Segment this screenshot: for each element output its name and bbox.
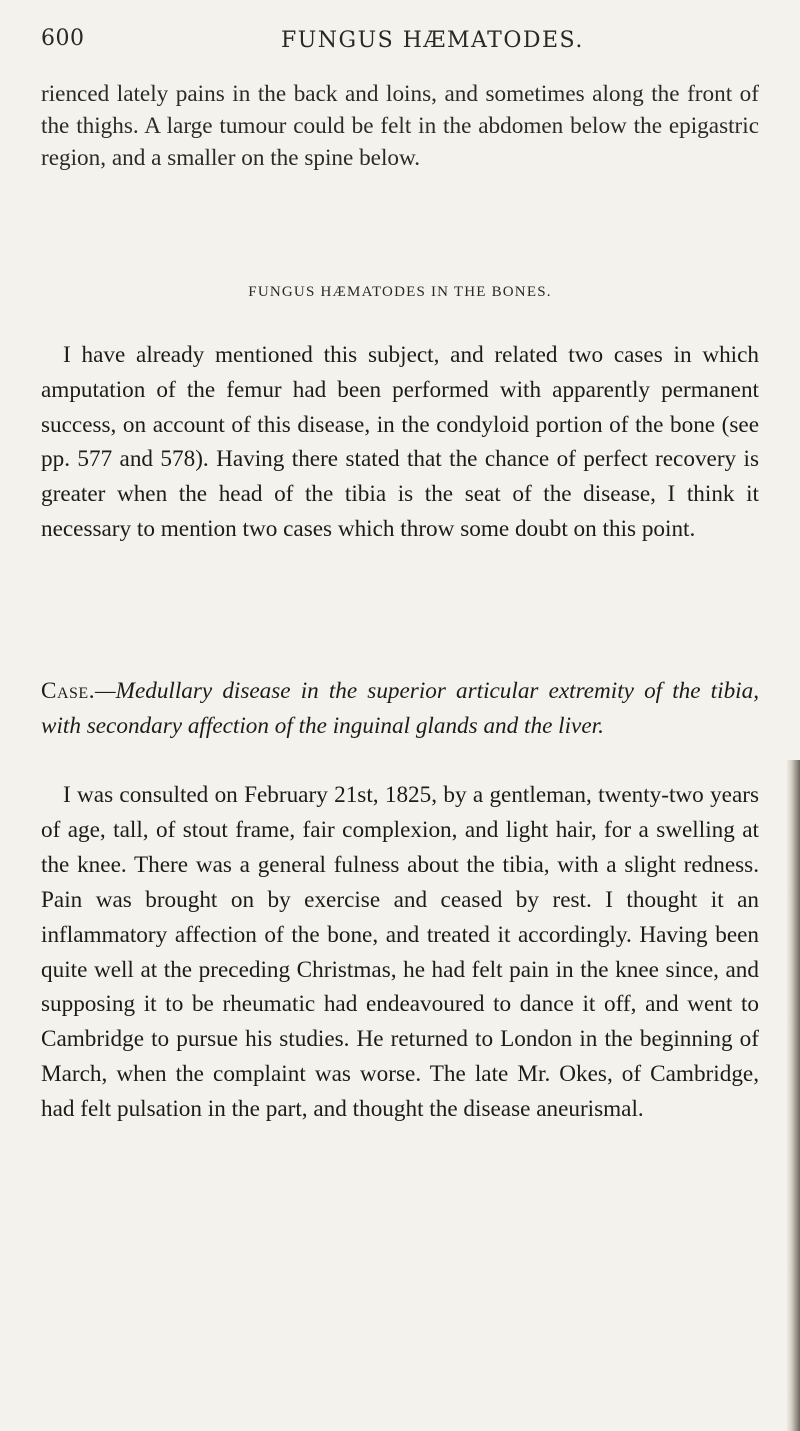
case-title: Medullary disease in the superior articular extremity of the tibia, with secondary affection of the inguinal glands and the liver. xyxy=(41,678,759,739)
continued-paragraph: rienced lately pains in the back and loins, and sometimes along the front of the thighs. A large tumour could be felt in the abdomen below the epigastric region, and a smaller on the spine below. xyxy=(41,81,759,171)
page-edge-shadow xyxy=(786,760,800,1431)
page-number: 600 xyxy=(41,26,85,51)
case-label: Case. xyxy=(41,678,95,704)
paragraph-1: I have already mentioned this subject, and related two cases in which amputation of the femur had been performed with apparently permanent success, on account of this disease, in the condyloid portion of the bone (see pp. 577 and 578). Having there stated that the chance of perfect recovery is greater when the head of the tibia is the seat of the disease, I think it necessary to mention two cases which throw some doubt on this point. xyxy=(41,342,759,542)
paragraph-2: I was consulted on February 21st, 1825, by a gentleman, twenty-two years of age, tall, of stout frame, fair complexion, and light hair, for a swelling at the knee. There was a general fulness about the tibia, with a slight redness. Pain was brought on by exercise and ceased by rest. I thought it an inflammatory affection of the bone, and treated it accordingly. Having been quite well at the preceding Christmas, he had felt pain in the knee since, and supposing it to be rheumatic had endeavoured to dance it off, and went to Cambridge to pursue his studies. He returned to London in the beginning of March, when the complaint was worse. The late Mr. Okes, of Cambridge, had felt pulsation in the part, and thought the disease aneurismal. xyxy=(41,782,759,1123)
case-dash: — xyxy=(95,678,116,704)
case-heading xyxy=(41,674,759,744)
running-title: FUNGUS HÆMATODES. xyxy=(281,28,584,53)
page-header xyxy=(41,26,761,58)
section-heading: FUNGUS HÆMATODES IN THE BONES. xyxy=(248,284,552,300)
